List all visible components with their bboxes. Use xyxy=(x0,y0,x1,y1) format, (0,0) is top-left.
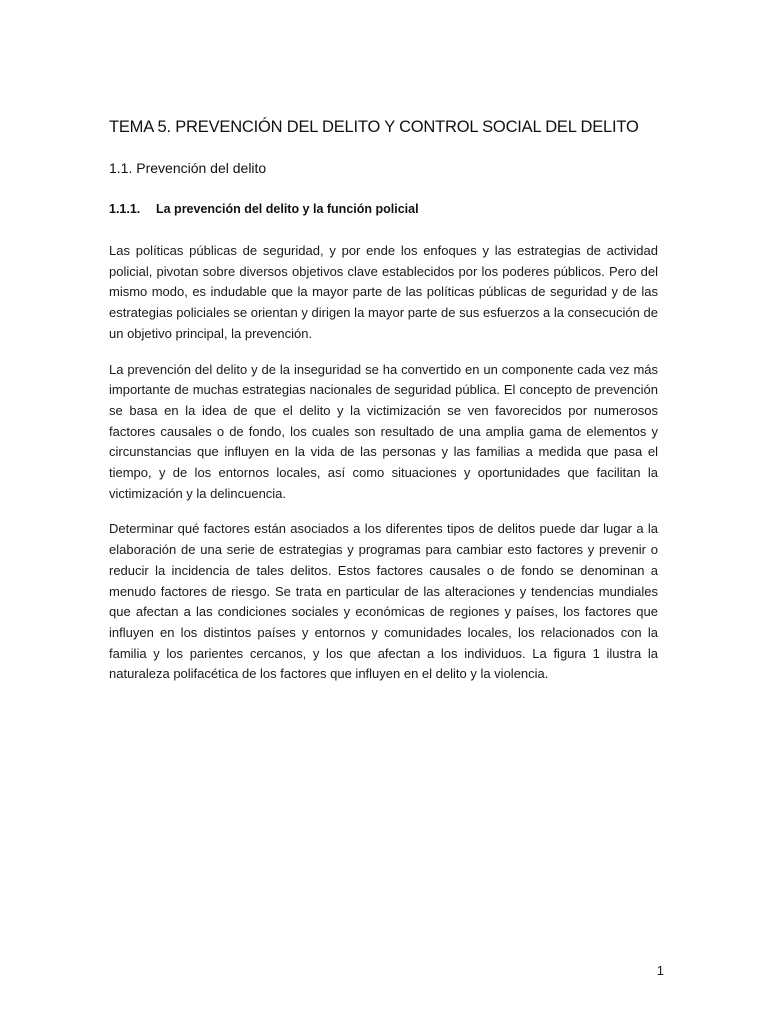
section-heading: 1.1. Prevención del delito xyxy=(109,160,267,176)
subsection-number: 1.1.1. xyxy=(109,202,141,216)
subsection-heading xyxy=(109,200,658,218)
page-content xyxy=(109,116,658,685)
body-paragraph-1: Las políticas públicas de seguridad, y por ende los enfoques y las estrategias de actividad policial, pivotan sobre diversos objetivos clave establecidos por los poderes públicos. Pero del mismo modo, es indudable que la mayor parte de las políticas públicas de seguridad y de las estrategias policiales se orientan y dirigen la mayor parte de sus esfuerzos a la consecución de un objetivo principal, la prevención. xyxy=(109,243,658,341)
body-paragraph-2: La prevención del delito y de la inseguridad se ha convertido en un componente cada vez más importante de muchas estrategias nacionales de seguridad pública. El concepto de prevención se basa en la idea de que el delito y la victimización se ven favorecidos por numerosos factores causales o de fondo, los cuales son resultado de una amplia gama de elementos y circunstancias que influyen en la vida de las personas y las familias a medida que pasa el tiempo, y de los entornos locales, así como situaciones y oportunidades que facilitan la victimización y la delincuencia. xyxy=(109,361,658,501)
subsection-title: La prevención del delito y la función policial xyxy=(156,202,419,216)
page-number: 1 xyxy=(656,963,664,978)
body-paragraph-3: Determinar qué factores están asociados a los diferentes tipos de delitos puede dar lugar a la elaboración de una serie de estrategias y programas para cambiar esto factores y prevenir o reducir la incidencia de tales delitos. Estos factores causales o de fondo se denominan a menudo factores de riesgo. Se trata en particular de las alteraciones y tendencias mundiales que afectan a las condiciones sociales y económicas de regiones y países, los factores que influyen en los distintos países y entornos y comunidades locales, los relacionados con la familia y los parientes cercanos, y los que afectan a los individuos. La figura 1 ilustra la naturaleza polifacética de los factores que influyen en el delito y la violencia. xyxy=(109,521,658,682)
document-title: TEMA 5. PREVENCIÓN DEL DELITO Y CONTROL SOCIAL DEL DELITO xyxy=(109,118,639,136)
